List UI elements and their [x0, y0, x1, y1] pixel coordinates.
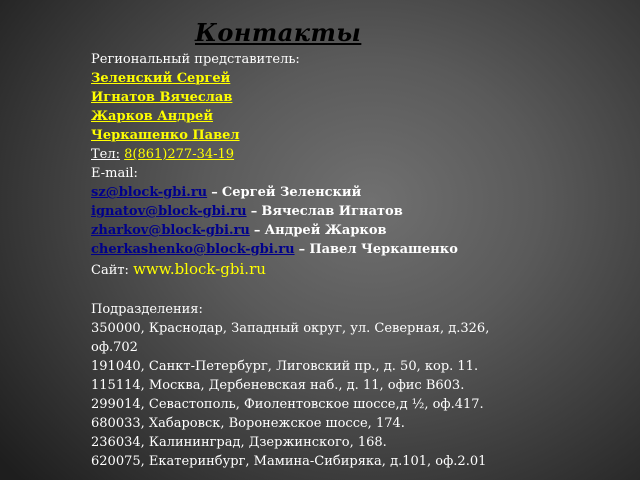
division-address: оф.702	[91, 340, 138, 355]
division-address: 299014, Севастополь, Фиолентовское шоссе,д ½, оф.417.	[91, 397, 484, 412]
representative-link[interactable]: Жарков Андрей	[91, 109, 213, 124]
phone-line	[91, 145, 458, 164]
phone-link[interactable]: 8(861)277-34-19	[124, 147, 235, 162]
phone-label: Тел:	[91, 147, 121, 162]
divisions-label: Подразделения:	[91, 302, 203, 317]
email-person-name: Андрей Жарков	[264, 223, 387, 238]
email-row	[91, 240, 458, 259]
email-row	[91, 202, 458, 221]
email-person-name: Павел Черкашенко	[309, 242, 458, 257]
division-address: 620075, Екатеринбург, Мамина-Сибиряка, д.101, оф.2.01	[91, 454, 487, 469]
division-address: 350000, Краснодар, Западный округ, ул. Северная, д.326,	[91, 321, 490, 336]
email-separator: –	[298, 242, 306, 257]
representative-link[interactable]: Зеленский Сергей	[91, 71, 231, 86]
email-row	[91, 221, 458, 240]
email-person-name: Вячеслав Игнатов	[261, 204, 403, 219]
email-link[interactable]: ignatov@block-gbi.ru	[91, 204, 247, 219]
division-address: 191040, Санкт-Петербург, Лиговский пр., д. 50, кор. 11.	[91, 359, 479, 374]
division-address: 236034, Калининград, Дзержинского, 168.	[91, 435, 387, 450]
site-line	[91, 260, 458, 280]
representative-link[interactable]: Игнатов Вячеслав	[91, 90, 233, 105]
email-row	[91, 183, 458, 202]
division-address: 115114, Москва, Дербеневская наб., д. 11, офис В603.	[91, 378, 465, 393]
page-title: Контакты	[195, 18, 362, 47]
email-separator: –	[250, 204, 258, 219]
email-separator: –	[253, 223, 261, 238]
email-link[interactable]: zharkov@block-gbi.ru	[91, 223, 250, 238]
email-label: E-mail:	[91, 166, 138, 181]
email-link[interactable]: sz@block-gbi.ru	[91, 185, 208, 200]
email-person-name: Сергей Зеленский	[221, 185, 362, 200]
site-label: Сайт:	[91, 263, 129, 278]
contacts-block	[91, 50, 458, 280]
division-address: 680033, Хабаровск, Воронежское шоссе, 174.	[91, 416, 405, 431]
email-separator: –	[211, 185, 218, 200]
site-link[interactable]: www.block-gbi.ru	[133, 260, 266, 278]
email-link[interactable]: cherkashenko@block-gbi.ru	[91, 242, 295, 257]
divisions-block	[91, 300, 489, 471]
regional-rep-label: Региональный представитель:	[91, 52, 300, 67]
representative-link[interactable]: Черкашенко Павел	[91, 128, 240, 143]
